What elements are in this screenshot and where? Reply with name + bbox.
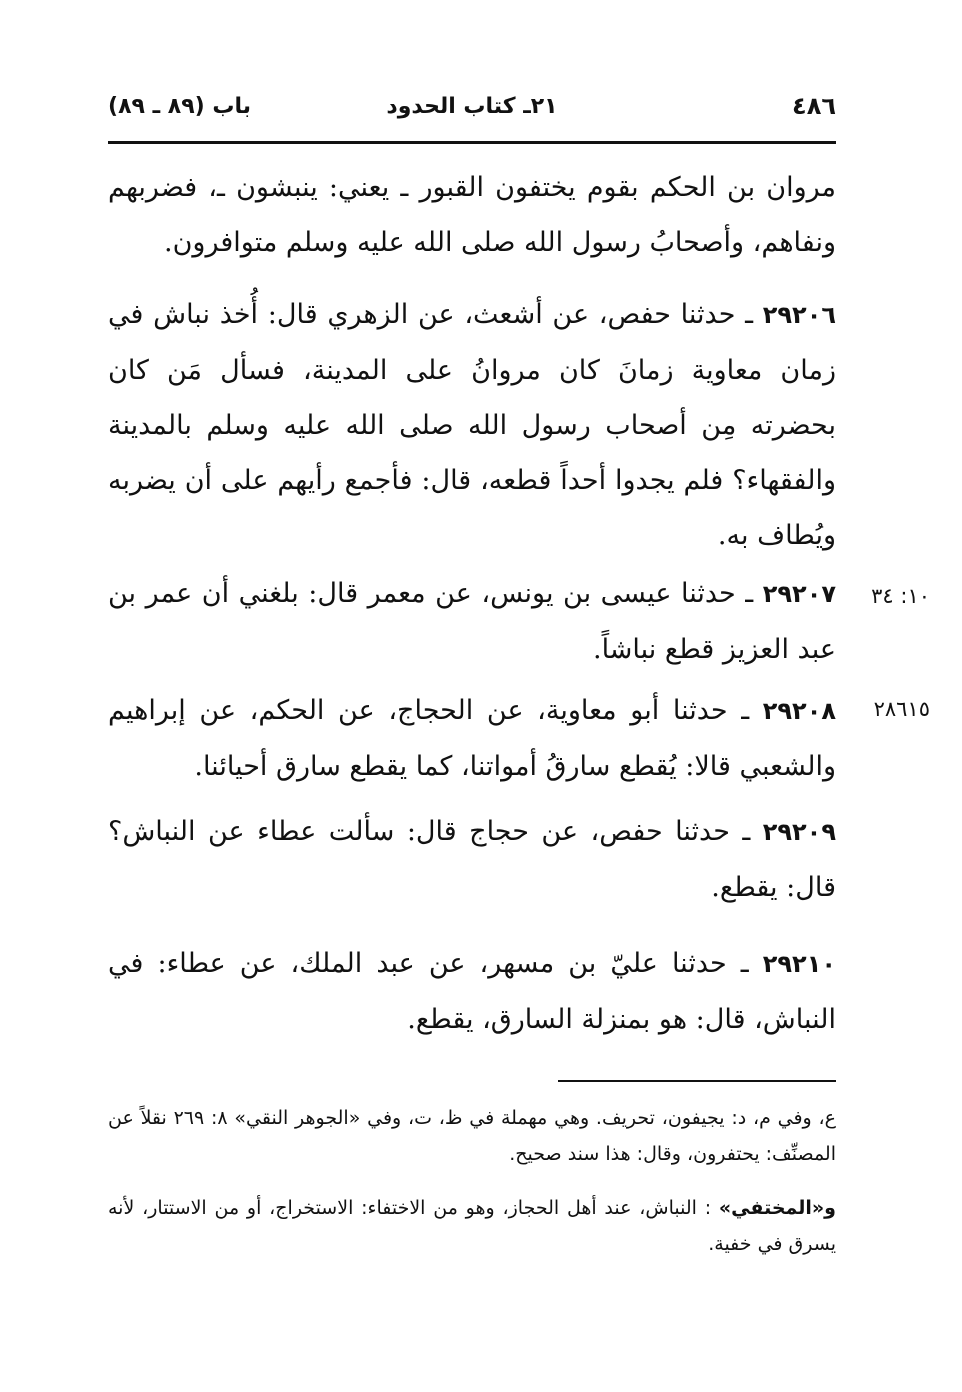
hadith-number: ٢٩٢٠٩ [762,818,836,846]
hadith-text: ـ حدثنا عليّ بن مسهر، عن عبد الملك، عن عطاء: في النباش، قال: هو بمنزلة السارق، يقطع. [108,948,836,1035]
footnote-divider [558,1080,836,1082]
footnote-term: و«المختفي» [718,1197,836,1219]
running-header [108,92,836,132]
paragraph-text: مروان بن الحكم بقوم يختفون القبور ـ يعني: ينبشون ـ، فضربهم ونفاهم، وأصحابُ رسول الله صلى الله عليه وسلم متوافرون. [108,172,836,258]
hadith-number: ٢٩٢٠٧ [762,580,836,608]
footnote [108,1190,836,1262]
hadith-29210 [108,936,836,1047]
footnote-text: : النباش، عند أهل الحجاز، وهو من الاختفاء: الاستخراج، أو من الاستتار، لأنه يسرق في خفية. [108,1197,836,1255]
footnote-text: ع، وفي م، د: يجيفون، تحريف. وهي مهملة في ظ، ت، وفي «الجوهر النقي» ٨: ٢٦٩ نقلاً عن المصنِّف: يحتفرون، وقال: هذا سند صحيح. [108,1107,836,1165]
hadith-text: ـ حدثنا حفص، عن أشعث، عن الزهري قال: أُخذ نباش في زمان معاوية زمانَ كان مروانُ على المدينة، فسأل مَن كان بحضرته مِن أصحاب رسول الله صلى الله عليه وسلم بالمدينة والفقهاء؟ فلم يجدوا أحداً قطعه، قال: فأجمع رأيهم على أن يضربه ويُطاف به. [108,299,836,551]
paragraph-continuation [108,160,836,270]
hadith-29207 [108,566,836,677]
section-range: باب (٨٩ ـ ٨٩) [108,94,251,119]
hadith-number: ٢٩٢٠٦ [762,301,836,329]
hadith-number: ٢٩٢١٠ [762,950,836,978]
hadith-text: ـ حدثنا أبو معاوية، عن الحجاج، عن الحكم، عن إبراهيم والشعبي قالا: يُقطع سارقُ أمواتنا، كما يقطع سارق أحيائنا. [108,695,836,782]
header-divider [108,141,836,144]
margin-reference: ٢٨٦١٥ [873,697,930,721]
footnote [108,1100,836,1172]
hadith-text: ـ حدثنا حفص، عن حجاج قال: سألت عطاء عن النباش؟ قال: يقطع. [108,816,836,903]
hadith-29209 [108,804,836,915]
hadith-29208 [108,683,836,794]
page-number: ٤٨٦ [792,92,836,120]
margin-reference: ١٠: ٣٤ [871,584,930,608]
hadith-text: ـ حدثنا عيسى بن يونس، عن معمر قال: بلغني أن عمر بن عبد العزيز قطع نباشاً. [108,578,836,665]
hadith-number: ٢٩٢٠٨ [762,697,836,725]
hadith-29206 [108,287,836,563]
chapter-title: ٢١ـ كتاب الحدود [386,94,558,119]
